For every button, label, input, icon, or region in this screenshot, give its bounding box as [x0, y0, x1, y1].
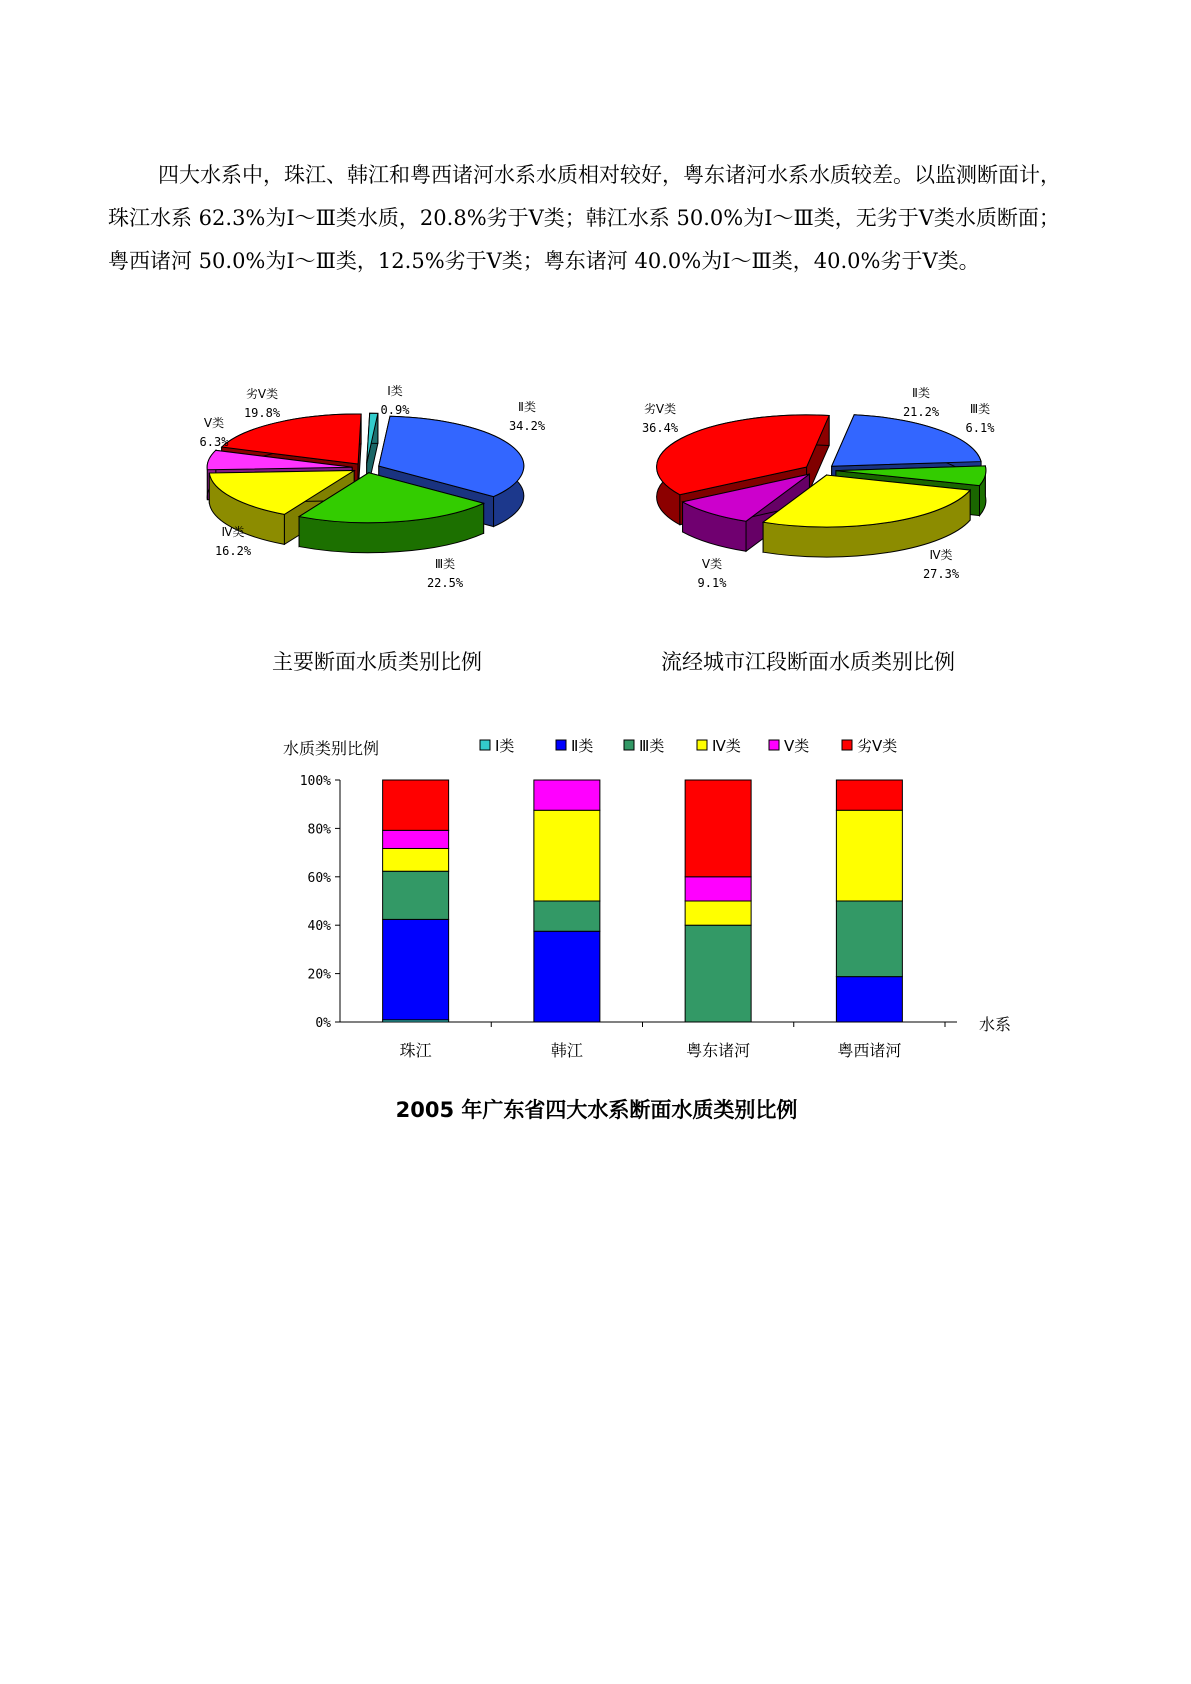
pie-chart-city-sections	[642, 385, 995, 590]
legend-swatch	[697, 740, 707, 750]
pie1-caption: 主要断面水质类别比例	[272, 650, 482, 674]
pie-category-label: Ⅳ类	[221, 525, 245, 539]
bar-segment	[685, 780, 751, 877]
bar-segment	[383, 871, 449, 919]
pie-category-label: 劣Ⅴ类	[643, 402, 677, 416]
bar-segment	[685, 925, 751, 1022]
y-tick-label: 100%	[299, 774, 331, 789]
bar-segment	[383, 780, 449, 830]
bar-segment	[534, 931, 600, 1022]
legend-swatch	[842, 740, 852, 750]
legend-label: 劣Ⅴ类	[857, 737, 898, 755]
pie-category-label: Ⅱ类	[518, 400, 536, 414]
pie-chart-main-sections	[200, 383, 546, 590]
bar-segment	[836, 977, 902, 1022]
legend-label: Ⅴ类	[784, 737, 810, 755]
bar-segment	[534, 810, 600, 901]
x-axis-label: 水系	[979, 1015, 1012, 1034]
paragraph-text: 四大水系中，珠江、韩江和粤西诸河水系水质相对较好，粤东诸河水系水质较差。以监测断面计，珠江水系 62.3%为Ⅰ～Ⅲ类水质，20.8%劣于Ⅴ类；韩江水系 50.0%为Ⅰ～Ⅲ类，无劣于Ⅴ类水质断面；粤西诸河 50.0%为Ⅰ～Ⅲ类，12.5%劣于Ⅴ类；粤东诸河 40.0%为Ⅰ～Ⅲ类，40.0%劣于Ⅴ类。	[108, 163, 1061, 273]
bar-segment	[383, 848, 449, 871]
legend-label: Ⅳ类	[712, 737, 741, 755]
pie-category-label: Ⅲ类	[434, 557, 456, 571]
x-category-label: 珠江	[399, 1041, 432, 1060]
y-tick-label: 40%	[307, 919, 331, 935]
pie-value-label: 6.3%	[199, 435, 229, 449]
pie-value-label: 0.9%	[380, 403, 410, 417]
pie-value-label: 19.8%	[243, 406, 281, 420]
pie-value-label: 22.5%	[426, 576, 464, 590]
legend-swatch	[480, 740, 490, 750]
y-axis-label: 水质类别比例	[283, 739, 380, 758]
pie-category-label: Ⅱ类	[912, 386, 930, 400]
bar-segment	[685, 901, 751, 925]
pie-category-label: Ⅴ类	[203, 416, 225, 430]
x-category-label: 粤西诸河	[837, 1041, 902, 1060]
bar-segment	[383, 919, 449, 1019]
legend-swatch	[624, 740, 634, 750]
bar-segment	[383, 830, 449, 848]
y-tick-label: 20%	[307, 967, 331, 983]
bar-segment	[534, 780, 600, 810]
pie-value-label: 21.2%	[902, 405, 940, 419]
pie-category-label: Ⅰ类	[387, 384, 403, 398]
bar-segment	[836, 810, 902, 901]
y-tick-label: 0%	[315, 1016, 331, 1031]
pie-value-label: 6.1%	[965, 421, 995, 435]
legend-swatch	[769, 740, 779, 750]
legend-swatch	[556, 740, 566, 750]
pie-category-label: 劣Ⅴ类	[245, 387, 279, 401]
pie-category-label: Ⅳ类	[929, 548, 953, 562]
x-category-label: 粤东诸河	[686, 1041, 751, 1060]
pie-category-label: Ⅲ类	[969, 402, 991, 416]
x-category-label: 韩江	[550, 1041, 583, 1060]
pie-value-label: 27.3%	[922, 567, 960, 581]
legend-label: Ⅱ类	[571, 737, 594, 755]
bar-segment	[836, 780, 902, 810]
pie-value-label: 36.4%	[641, 421, 679, 435]
stacked-bar-chart	[283, 737, 1011, 1060]
bar-chart-title: 2005 年广东省四大水系断面水质类别比例	[395, 1098, 798, 1122]
y-tick-label: 80%	[307, 822, 331, 838]
bar-segment	[836, 901, 902, 977]
bar-segment	[534, 901, 600, 931]
legend-label: Ⅰ类	[495, 737, 515, 755]
bar-segment	[685, 877, 751, 901]
pie2-caption: 流经城市江段断面水质类别比例	[661, 650, 955, 674]
y-tick-label: 60%	[307, 870, 331, 886]
pie-value-label: 34.2%	[508, 419, 546, 433]
legend-label: Ⅲ类	[639, 737, 665, 755]
pie-value-label: 16.2%	[214, 544, 252, 558]
pie-value-label: 9.1%	[697, 576, 727, 590]
pie-category-label: Ⅴ类	[701, 557, 723, 571]
